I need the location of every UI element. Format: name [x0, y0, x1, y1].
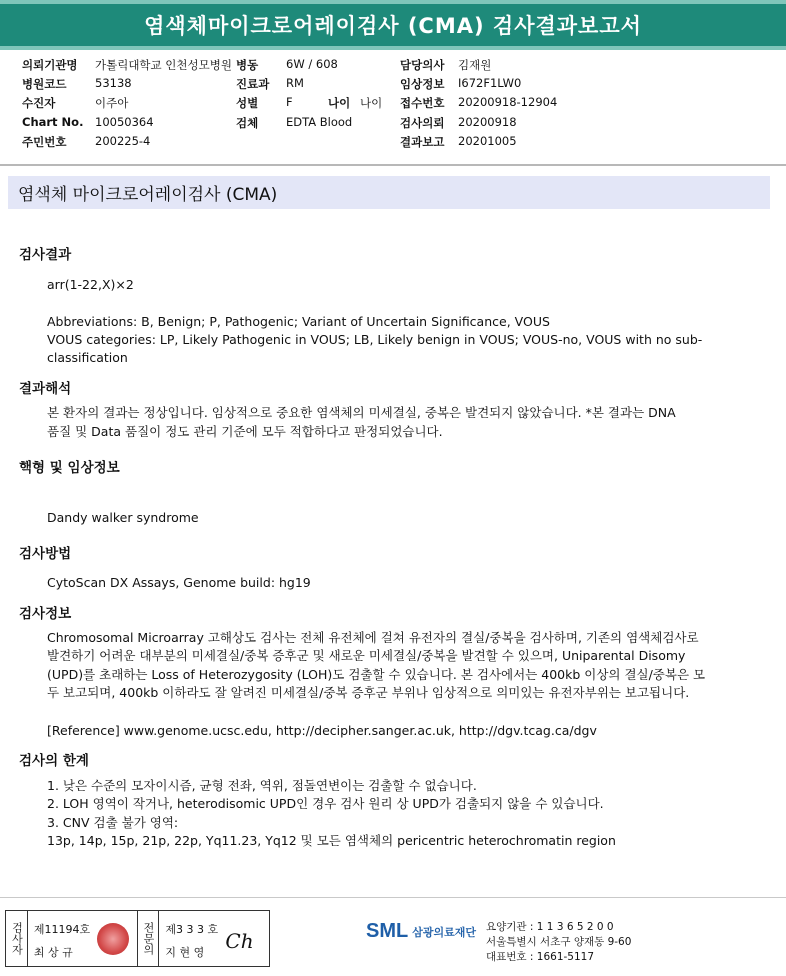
result-heading: 검사결과: [19, 247, 72, 263]
clinical-label: 임상정보: [400, 77, 445, 91]
footer-divider: [0, 897, 786, 898]
institution-label: 의뢰기관명: [22, 58, 78, 72]
request-date-label: 검사의뢰: [400, 116, 445, 130]
abbreviations-line-2: VOUS categories: LP, Likely Pathogenic in VOUS; LB, Likely benign in VOUS; VOUS-no, VOUS with no sub-: [47, 332, 703, 347]
chart-number-label: Chart No.: [22, 115, 84, 129]
examiner-label-text: 검사자: [10, 922, 24, 955]
signature-mark: Ch: [225, 929, 254, 953]
doctor-label: 담당의사: [400, 58, 445, 72]
dept-value: RM: [286, 76, 304, 90]
limits-heading: 검사의 한계: [19, 753, 89, 769]
examiner-seal-icon: [97, 923, 129, 955]
abbreviations-line-3: classification: [47, 350, 128, 365]
reference-line: [Reference] www.genome.ucsc.edu, http://decipher.sanger.ac.uk, http://dgv.tcag.ca/dgv: [47, 723, 597, 738]
section-title: 염색체 마이크로어레이검사 (CMA): [18, 185, 278, 205]
abbreviations-line-1: Abbreviations: B, Benign; P, Pathogenic; Variant of Uncertain Significance, VOUS: [47, 314, 550, 329]
specimen-value: EDTA Blood: [286, 115, 353, 129]
test-info-heading: 검사정보: [19, 606, 72, 622]
specialist-cell: [159, 911, 269, 966]
age-label: 나이: [328, 96, 351, 110]
clinical-value: I672F1LW0: [458, 76, 522, 90]
sml-logo: [366, 920, 476, 943]
test-info-line-4: 두 보고되며, 400kb 이하라도 잘 알려진 미세결실/중복 증후군 부위나 임상적으로 의미있는 유전자부위는 보고됩니다.: [47, 685, 690, 700]
karyotype-heading: 핵형 및 임상정보: [19, 460, 120, 476]
resident-number-value: 200225-4: [95, 134, 151, 148]
limits-item-2: 2. LOH 영역이 작거나, heterodisomic UPD인 경우 검사 원리 상 UPD가 검출되지 않을 수 있습니다.: [47, 796, 604, 811]
interpretation-line-2: 품질 및 Data 품질이 정도 관리 기준에 모두 적합하다고 판정되었습니다.: [47, 424, 443, 439]
org-address: 서울특별시 서초구 양재동 9-60: [486, 936, 632, 948]
examiner-cell: [28, 911, 138, 966]
patient-info-block: [0, 55, 786, 165]
limits-item-3-detail: 13p, 14p, 15p, 21p, 22p, Yq11.23, Yq12 및 모든 염색체의 pericentric heterochromatin region: [47, 833, 616, 848]
report-date-value: 20201005: [458, 134, 517, 148]
age-value: 나이: [360, 96, 383, 110]
resident-number-label: 주민번호: [22, 135, 67, 149]
specialist-name: 지 현 영: [165, 946, 205, 959]
dept-label: 진료과: [236, 77, 270, 91]
test-info-line-3: (UPD)를 초래하는 Loss of Heterozygosity (LOH)도 검출할 수 있습니다. 본 검사에서는 400kb 이상의 결실/중복은 모: [47, 667, 706, 682]
result-value: arr(1-22,X)×2: [47, 277, 134, 292]
examiner-name: 최 상 규: [33, 946, 73, 959]
karyotype-value: Dandy walker syndrome: [47, 510, 199, 525]
ward-label: 병동: [236, 58, 259, 72]
subject-label: 수진자: [22, 96, 56, 110]
hospital-code-value: 53138: [95, 76, 132, 90]
test-info-line-2: 발견하기 어려운 대부분의 미세결실/중복 증후군 및 새로운 미세결실/중복을 발견할 수 있으며, Uniparental Disomy: [47, 648, 686, 663]
section-banner: [8, 176, 770, 209]
hospital-code-label: 병원코드: [22, 77, 67, 91]
limits-item-3: 3. CNV 검출 불가 영역:: [47, 815, 179, 830]
report-title: 염색체마이크로어레이검사 (CMA) 검사결과보고서: [144, 14, 642, 38]
sex-label: 성별: [236, 96, 259, 110]
signature-box: [5, 910, 270, 967]
sex-value: F: [286, 95, 293, 109]
specialist-label: [138, 911, 160, 966]
test-info-line-1: Chromosomal Microarray 고해상도 검사는 전체 유전체에 걸쳐 유전자의 결실/중복을 검사하며, 기존의 염색체검사로: [47, 630, 699, 645]
method-value: CytoScan DX Assays, Genome build: hg19: [47, 575, 311, 590]
request-date-value: 20200918: [458, 115, 517, 129]
interpretation-line-1: 본 환자의 결과는 정상입니다. 임상적으로 중요한 염색체의 미세결실, 중복은 발견되지 않았습니다. *본 결과는 DNA: [47, 405, 676, 420]
subject-value: 이주아: [95, 96, 129, 110]
chart-number-value: 10050364: [95, 115, 154, 129]
receipt-value: 20200918-12904: [458, 95, 558, 109]
receipt-label: 접수번호: [400, 96, 445, 110]
method-heading: 검사방법: [19, 546, 72, 562]
org-phone: 대표번호 : 1661-5117: [486, 951, 595, 963]
limits-item-1: 1. 낮은 수준의 모자이시즘, 균형 전좌, 역위, 점돌연변이는 검출할 수 없습니다.: [47, 778, 477, 793]
ward-value: 6W / 608: [286, 57, 338, 71]
org-code: 요양기관 : 1 1 3 6 5 2 0 0: [486, 921, 614, 933]
report-date-label: 결과보고: [400, 135, 445, 149]
specimen-label: 검체: [236, 116, 259, 130]
logo-text: 삼광의료재단: [412, 925, 476, 939]
info-divider: [0, 164, 786, 166]
examiner-label: [6, 911, 28, 966]
specialist-label-text: 전문의: [141, 922, 155, 955]
doctor-value: 김재원: [458, 58, 492, 72]
organization-info: [486, 920, 631, 965]
logo-mark: SML: [366, 920, 409, 942]
report-title-bar: [0, 0, 786, 50]
institution-value: 가톨릭대학교 인천성모병원: [95, 58, 232, 72]
specialist-license: 제3 3 3 호: [165, 923, 219, 936]
examiner-license: 제11194호: [33, 923, 91, 936]
interpretation-heading: 결과해석: [19, 381, 72, 397]
